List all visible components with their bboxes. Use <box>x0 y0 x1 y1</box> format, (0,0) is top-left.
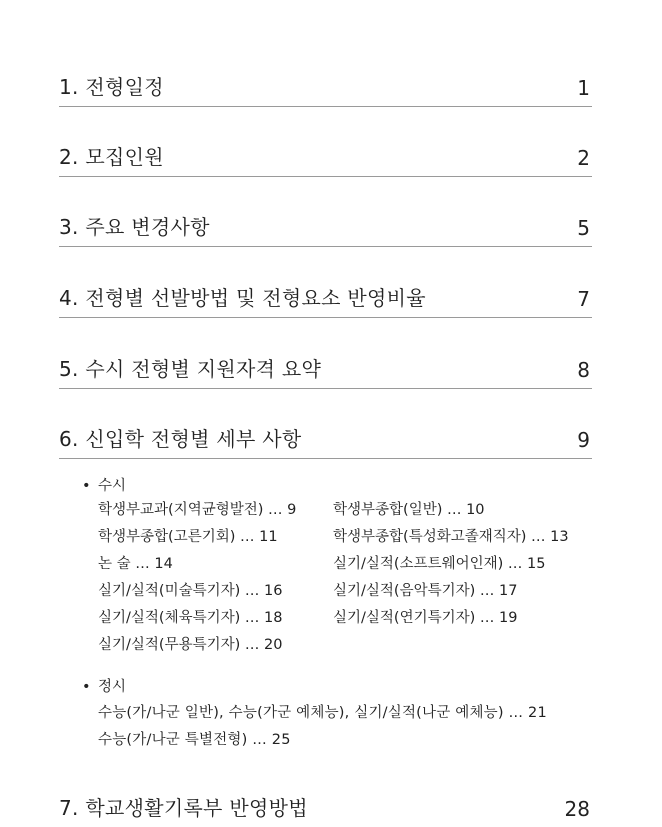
list-item[interactable]: 실기/실적(무용특기자) … 20 <box>98 637 283 653</box>
toc-entry-page: 5 <box>577 216 590 240</box>
list-item[interactable]: 실기/실적(체육특기자) … 18 <box>98 610 283 626</box>
toc-entry-title: 2. 모집인원 <box>59 145 164 169</box>
jeongsi-label: 정시 <box>98 679 127 695</box>
list-item[interactable]: 학생부종합(일반) … 10 <box>333 502 485 518</box>
toc-entry-1[interactable] <box>59 72 592 107</box>
list-item[interactable]: 논 술 … 14 <box>98 556 173 572</box>
toc-entry-5[interactable] <box>59 354 592 389</box>
toc-entry-7[interactable] <box>59 793 592 827</box>
toc-entry-3[interactable] <box>59 212 592 247</box>
toc-entry-page: 28 <box>564 797 590 821</box>
toc-entry-title: 6. 신입학 전형별 세부 사항 <box>59 427 302 451</box>
toc-entry-page: 1 <box>577 76 590 100</box>
susi-heading <box>82 474 126 495</box>
jeongsi-heading <box>82 675 126 696</box>
list-item[interactable]: 수능(가/나군 특별전형) … 25 <box>98 732 291 748</box>
toc-entry-2[interactable] <box>59 142 592 177</box>
list-item[interactable]: 실기/실적(소프트웨어인재) … 15 <box>333 556 546 572</box>
toc-entry-title: 3. 주요 변경사항 <box>59 215 210 239</box>
toc-entry-title: 1. 전형일정 <box>59 75 164 99</box>
toc-entry-page: 7 <box>577 287 590 311</box>
toc-entry-title: 5. 수시 전형별 지원자격 요약 <box>59 357 322 381</box>
list-item[interactable]: 수능(가/나군 일반), 수능(가군 예체능), 실기/실적(나군 예체능) … 21 <box>98 705 547 721</box>
toc-entry-page: 8 <box>577 358 590 382</box>
list-item[interactable]: 실기/실적(음악특기자) … 17 <box>333 583 518 599</box>
toc-entry-title: 7. 학교생활기록부 반영방법 <box>59 796 308 820</box>
toc-entry-page: 9 <box>577 428 590 452</box>
toc-entry-6[interactable] <box>59 424 592 459</box>
list-item[interactable]: 실기/실적(연기특기자) … 19 <box>333 610 518 626</box>
toc-entry-4[interactable] <box>59 283 592 318</box>
susi-label: 수시 <box>98 478 127 494</box>
list-item[interactable]: 실기/실적(미술특기자) … 16 <box>98 583 283 599</box>
bullet-icon: • <box>82 478 91 494</box>
list-item[interactable]: 학생부종합(고른기회) … 11 <box>98 529 278 545</box>
toc-entry-title: 4. 전형별 선발방법 및 전형요소 반영비율 <box>59 286 426 310</box>
bullet-icon: • <box>82 679 91 695</box>
list-item[interactable]: 학생부종합(특성화고졸재직자) … 13 <box>333 529 569 545</box>
list-item[interactable]: 학생부교과(지역균형발전) … 9 <box>98 502 297 518</box>
toc-entry-page: 2 <box>577 146 590 170</box>
